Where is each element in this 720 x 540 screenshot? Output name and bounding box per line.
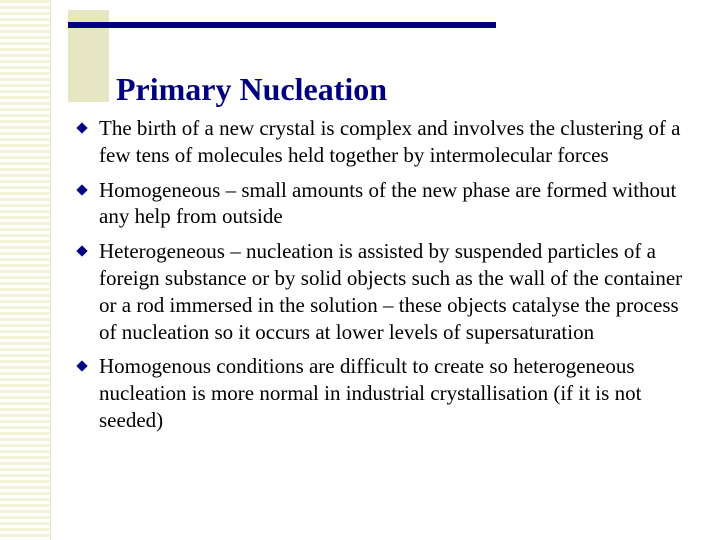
bullet-list xyxy=(78,115,688,442)
title-accent-bar xyxy=(68,22,496,28)
bullet-text: Homogeneous – small amounts of the new phase are formed without any help from outside xyxy=(99,177,677,229)
diamond-bullet-icon xyxy=(76,246,87,257)
slide-title: Primary Nucleation xyxy=(116,71,388,108)
diamond-bullet-icon xyxy=(76,122,87,133)
bullet-text: The birth of a new crystal is complex and involves the clustering of a few tens of molecules held together by intermolecular forces xyxy=(99,116,681,167)
bullet-item xyxy=(78,238,688,345)
bullet-item xyxy=(78,177,688,231)
bullet-item xyxy=(78,115,688,169)
bullet-text: Heterogeneous – nucleation is assisted by suspended particles of a foreign substance or by solid objects such as the wall of the container or a rod immersed in the solution – these objects catalyse the process of nucleation so it occurs at lower levels of supersaturation xyxy=(99,239,683,344)
striped-side-decoration xyxy=(0,0,51,540)
bullet-item xyxy=(78,353,688,433)
diamond-bullet-icon xyxy=(76,361,87,372)
bullet-text: Homogenous conditions are difficult to create so heterogeneous nucleation is more normal in industrial crystallisation (if it is not seeded) xyxy=(99,354,642,432)
diamond-bullet-icon xyxy=(76,184,87,195)
